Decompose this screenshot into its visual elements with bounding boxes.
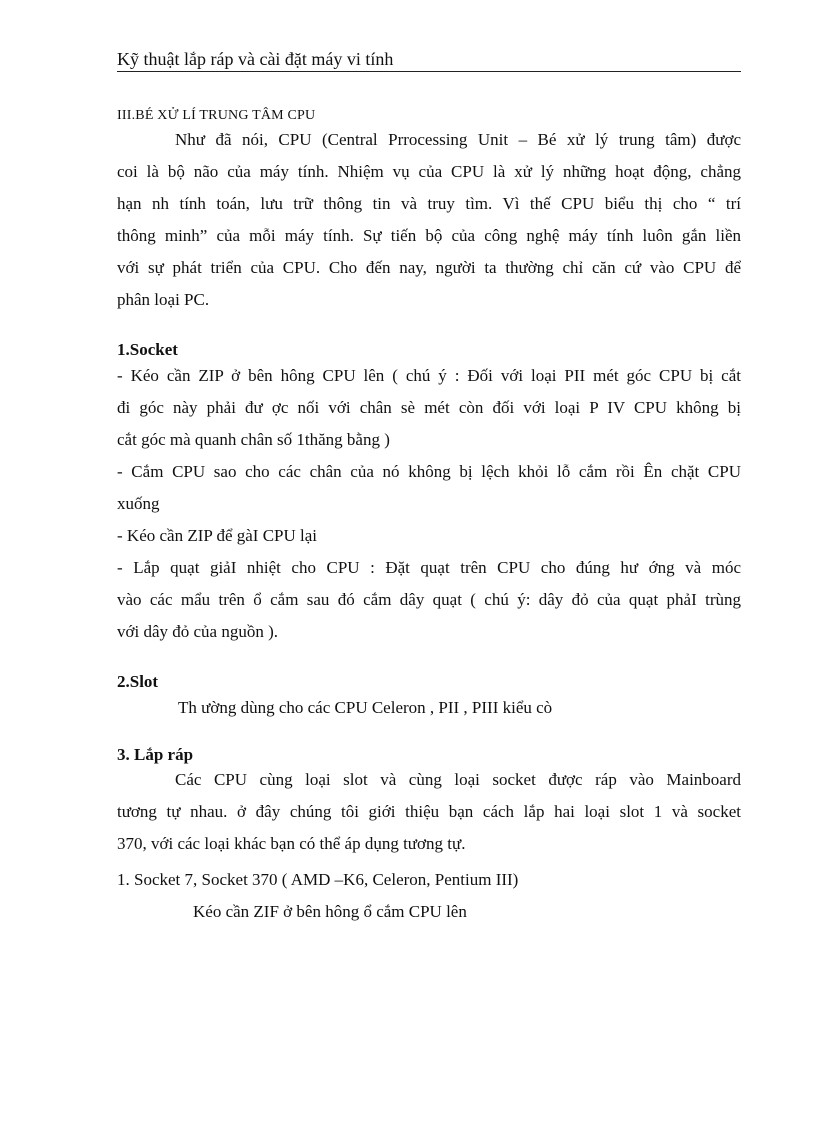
socket-line: đi góc này phải đư ợc nối với chân sè mét còn đối với loại P IV CPU không bị <box>117 398 741 417</box>
assembly-item: 1. Socket 7, Socket 370 ( AMD –K6, Celeron, Pentium III) <box>117 870 519 889</box>
intro-paragraph <box>117 124 741 316</box>
assembly-line: tương tự nhau. ở đây chúng tôi giới thiệu bạn cách lắp hai loại slot 1 và socket <box>117 802 741 821</box>
socket-line: - Kéo cần ZIP ở bên hông CPU lên ( chú ý : Đối với loại PII mét góc CPU bị cắt <box>117 366 741 385</box>
intro-line: coi là bộ não của máy tính. Nhiệm vụ của CPU là xử lý những hoạt động, chẳng <box>117 162 741 181</box>
socket-line: cắt góc mà quanh chân số 1thăng bằng ) <box>117 430 390 449</box>
intro-line: Như đã nói, CPU (Central Prrocessing Unit – Bé xử lý trung tâm) được <box>175 130 741 149</box>
intro-line: thông minh” của mỗi máy tính. Sự tiến bộ của công nghệ máy tính luôn gắn liền <box>117 226 741 245</box>
slot-heading: 2.Slot <box>117 672 159 691</box>
socket-paragraph <box>117 360 741 648</box>
assembly-line: 370, với các loại khác bạn có thể áp dụng tương tự. <box>117 834 466 853</box>
assembly-line: Các CPU cùng loại slot và cùng loại socket được ráp vào Mainboard <box>175 770 741 789</box>
assembly-paragraph <box>117 764 741 860</box>
socket-line: với dây đỏ của nguồn ). <box>117 622 279 641</box>
section-title: III.BÉ XỬ LÍ TRUNG TÂM CPU <box>117 108 316 123</box>
socket-line: - Cắm CPU sao cho các chân của nó không bị lệch khỏi lỗ cắm rồi Ên chặt CPU <box>117 462 741 481</box>
socket-line: vào các mẩu trên ổ cắm sau đó cắm dây quạt ( chú ý: dây đỏ của quạt phảI trùng <box>117 590 741 609</box>
socket-line: xuống <box>117 494 160 513</box>
assembly-heading: 3. Lắp ráp <box>117 745 194 764</box>
intro-line: hạn nh tính toán, lưu trữ thông tin và truy tìm. Vì thế CPU biểu thị cho “ trí <box>117 194 741 213</box>
assembly-step: Kéo cần ZIF ở bên hông ổ cắm CPU lên <box>193 902 467 921</box>
page-header: Kỹ thuật lắp ráp và cài đặt máy vi tính <box>117 48 741 72</box>
socket-heading: 1.Socket <box>117 340 178 359</box>
intro-line: phân loại PC. <box>117 290 210 309</box>
socket-line: - Lắp quạt giảI nhiệt cho CPU : Đặt quạt trên CPU cho đúng hư ớng và móc <box>117 558 741 577</box>
intro-line: với sự phát triển của CPU. Cho đến nay, người ta thường chỉ căn cứ vào CPU để <box>117 258 741 277</box>
socket-line: - Kéo cần ZIP để gàI CPU lại <box>117 526 318 545</box>
slot-text: Th ường dùng cho các CPU Celeron , PII , PIII kiểu cò <box>178 698 553 717</box>
